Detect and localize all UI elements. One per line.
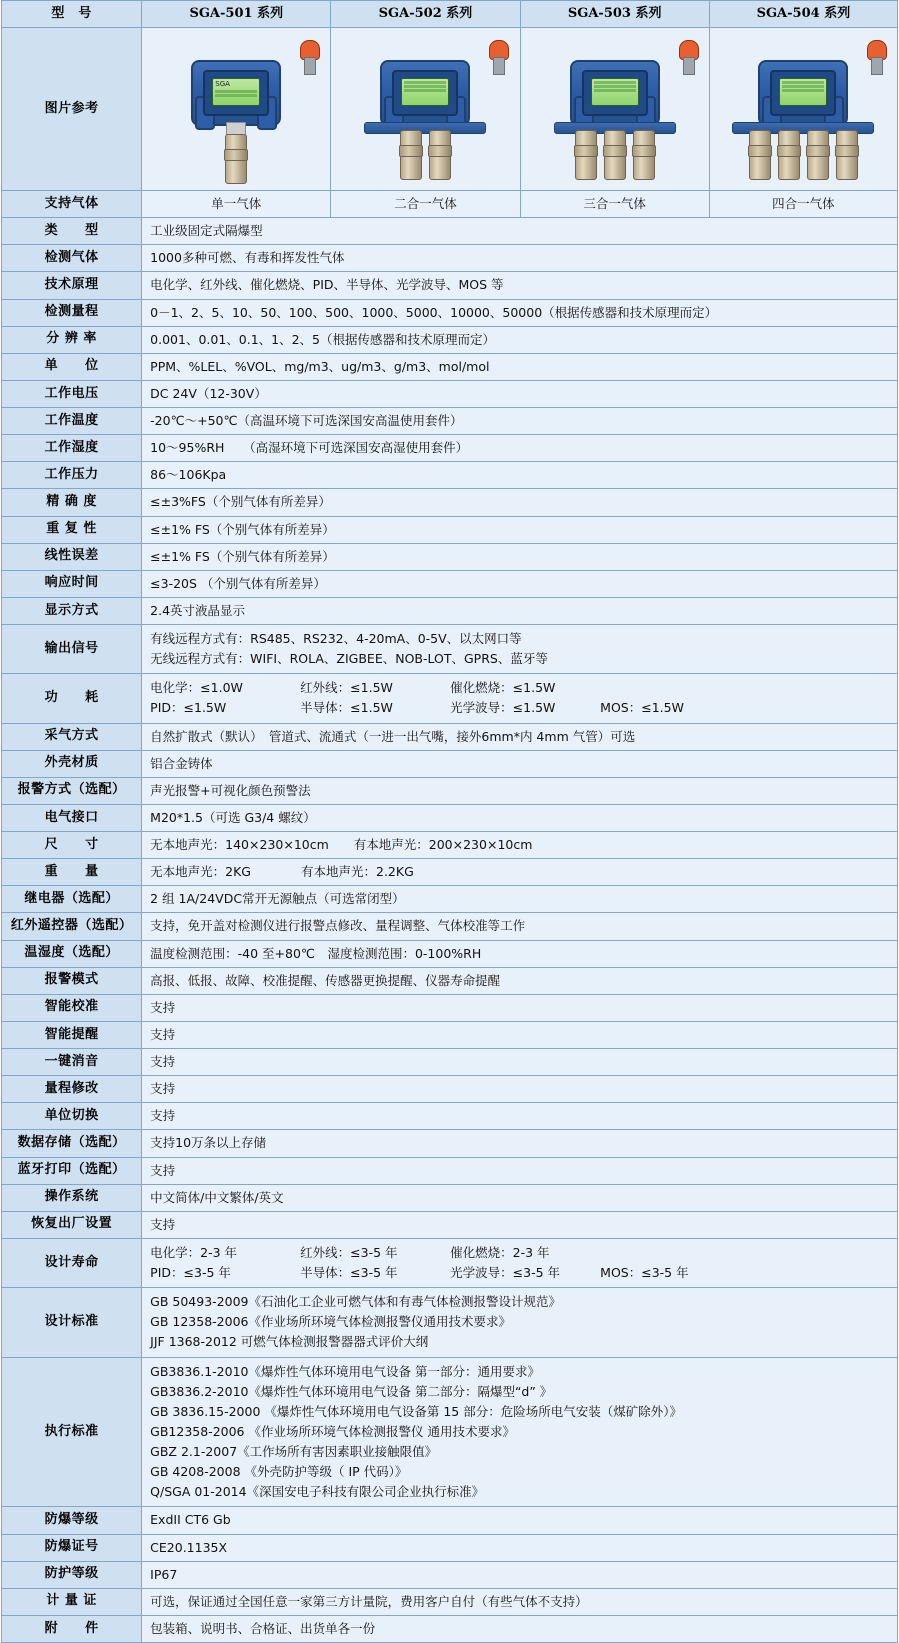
sensor-probe <box>778 130 800 180</box>
lifetime-item: 红外线：≤3-5 年 <box>300 1244 398 1260</box>
table-row <box>2 1157 898 1184</box>
row-value: -20℃～+50℃（高温环境下可选深国安高温使用套件） <box>142 408 898 435</box>
table-row <box>2 570 898 597</box>
row-value: 0－1、2、5、10、50、100、500、1000、5000、10000、50000（根据传感器和技术原理而定） <box>142 299 898 326</box>
row-value: 自然扩散式（默认） 管道式、流通式（一进一出气嘴，接外6mm*内 4mm 气管）可选 <box>142 723 898 750</box>
table-row <box>2 408 898 435</box>
row-value: ≤3-20S （个别气体有所差异） <box>142 570 898 597</box>
row-label-model: 型 号 <box>2 1 142 28</box>
lifetime-line-1 <box>150 1243 889 1263</box>
row-label: 温湿度（选配） <box>2 940 142 967</box>
row-label: 报警模式 <box>2 967 142 994</box>
detector-body <box>758 60 848 126</box>
table-row <box>2 777 898 804</box>
table-row <box>2 462 898 489</box>
table-row <box>2 750 898 777</box>
table-row-power <box>2 674 898 723</box>
row-value: 铝合金铸体 <box>142 750 898 777</box>
model-502: SGA-502 系列 <box>331 1 520 28</box>
table-row <box>2 597 898 624</box>
row-value: ExdII CT6 Gb <box>142 1507 898 1534</box>
table-row <box>2 516 898 543</box>
table-row <box>2 967 898 994</box>
row-value: 无本地声光：140×230×10cm 有本地声光：200×230×10cm <box>142 832 898 859</box>
row-value: 0.001、0.01、0.1、1、2、5（根据传感器和技术原理而定） <box>142 326 898 353</box>
sensor-probe <box>749 130 771 180</box>
row-label-design-standard: 设计标准 <box>2 1288 142 1357</box>
row-value: 电化学、红外线、催化燃烧、PID、半导体、光学波导、MOS 等 <box>142 272 898 299</box>
row-label: 外壳材质 <box>2 750 142 777</box>
gas-detector-illustration <box>335 34 515 184</box>
table-row-exec-standard <box>2 1357 898 1507</box>
table-row <box>2 886 898 913</box>
lifetime-item: 半导体：≤3-5 年 <box>300 1265 398 1280</box>
sensor-probe <box>836 130 858 180</box>
row-value: DC 24V（12-30V） <box>142 380 898 407</box>
row-value: 支持，免开盖对检测仪进行报警点修改、量程调整、气体校准等工作 <box>142 913 898 940</box>
screen-text: SGA <box>215 80 230 88</box>
row-value: ≤±3%FS（个别气体有所差异） <box>142 489 898 516</box>
gas-support-504: 四合一气体 <box>709 191 897 218</box>
table-row <box>2 1534 898 1561</box>
standard-item: GB 12358-2006《作业场所环境气体检测报警仪通用技术要求》 <box>150 1314 511 1330</box>
table-row <box>2 913 898 940</box>
power-item: 电化学：≤1.0W <box>150 680 243 696</box>
alarm-lamp-icon <box>487 40 509 74</box>
table-row <box>2 859 898 886</box>
row-label: 检测量程 <box>2 299 142 326</box>
detector-bezel <box>770 70 836 116</box>
row-label: 技术原理 <box>2 272 142 299</box>
table-row <box>2 1021 898 1048</box>
table-row-images <box>2 28 898 191</box>
row-label: 电气接口 <box>2 804 142 831</box>
power-item: PID：≤1.5W <box>150 700 227 716</box>
table-row <box>2 1588 898 1615</box>
row-label: 红外遥控器（选配） <box>2 913 142 940</box>
row-label: 防爆等级 <box>2 1507 142 1534</box>
table-row-lifetime <box>2 1238 898 1287</box>
row-value: 支持 <box>142 1049 898 1076</box>
model-504: SGA-504 系列 <box>709 1 897 28</box>
row-value: 无本地声光：2KG 有本地声光：2.2KG <box>142 859 898 886</box>
gas-detector-illustration <box>713 34 893 184</box>
alarm-lamp-icon <box>865 40 887 74</box>
device-image-501 <box>142 28 331 191</box>
table-row <box>2 1130 898 1157</box>
row-label-lifetime: 设计寿命 <box>2 1238 142 1287</box>
lifetime-line-2 <box>150 1263 889 1283</box>
row-label: 防护等级 <box>2 1561 142 1588</box>
row-label-power: 功 耗 <box>2 674 142 723</box>
row-label: 响应时间 <box>2 570 142 597</box>
lifetime-item: 催化燃烧：2-3 年 <box>450 1244 550 1260</box>
row-value: M20*1.5（可选 G3/4 螺纹） <box>142 804 898 831</box>
sensor-probe <box>633 130 655 180</box>
row-value: PPM、%LEL、%VOL、mg/m3、ug/m3、g/m3、mol/mol <box>142 353 898 380</box>
table-row <box>2 435 898 462</box>
row-value-power <box>142 674 898 723</box>
table-row <box>2 832 898 859</box>
row-label: 智能提醒 <box>2 1021 142 1048</box>
table-row-output-signal <box>2 625 898 674</box>
row-value: CE20.1135X <box>142 1534 898 1561</box>
row-value: 支持 <box>142 1021 898 1048</box>
detector-body <box>380 60 470 126</box>
row-label: 工作电压 <box>2 380 142 407</box>
row-label: 防爆证号 <box>2 1534 142 1561</box>
sensor-group <box>713 130 893 180</box>
sensor-group <box>146 134 326 184</box>
power-item: 红外线：≤1.5W <box>300 680 393 696</box>
row-label: 线性误差 <box>2 543 142 570</box>
row-value: 1000多种可燃、有毒和挥发性气体 <box>142 245 898 272</box>
detector-bezel <box>582 70 648 116</box>
standard-item: GB 50493-2009《石油化工企业可燃气体和有毒气体检测报警设计规范》 <box>150 1294 561 1310</box>
row-label: 继电器（选配） <box>2 886 142 913</box>
row-label: 附 件 <box>2 1615 142 1642</box>
row-label: 量程修改 <box>2 1076 142 1103</box>
device-image-504 <box>709 28 897 191</box>
detector-bezel <box>392 70 458 116</box>
row-label: 单 位 <box>2 353 142 380</box>
table-row <box>2 1211 898 1238</box>
sensor-group <box>525 130 705 180</box>
table-row <box>2 723 898 750</box>
standard-item: JJF 1368-2012 可燃气体检测报警器器式评价大纲 <box>150 1334 429 1350</box>
row-value: 支持 <box>142 1157 898 1184</box>
row-label-image: 图片参考 <box>2 28 142 191</box>
row-label: 精 确 度 <box>2 489 142 516</box>
table-row-model <box>2 1 898 28</box>
alarm-lamp-icon <box>298 40 320 74</box>
row-value: 可选，保证通过全国任意一家第三方计量院，费用客户自付（有些气体不支持） <box>142 1588 898 1615</box>
gas-detector-illustration <box>146 34 326 184</box>
row-label: 报警方式（选配） <box>2 777 142 804</box>
gas-support-502: 二合一气体 <box>331 191 520 218</box>
alarm-lamp-icon <box>677 40 699 74</box>
row-value: 支持 <box>142 1103 898 1130</box>
row-value: 工业级固定式隔爆型 <box>142 218 898 245</box>
model-501: SGA-501 系列 <box>142 1 331 28</box>
gas-support-501: 单一气体 <box>142 191 331 218</box>
row-label: 数据存储（选配） <box>2 1130 142 1157</box>
row-label: 分 辨 率 <box>2 326 142 353</box>
row-label: 工作温度 <box>2 408 142 435</box>
table-row <box>2 245 898 272</box>
row-label: 一键消音 <box>2 1049 142 1076</box>
table-row <box>2 1103 898 1130</box>
row-label-output-signal: 输出信号 <box>2 625 142 674</box>
sensor-probe <box>604 130 626 180</box>
detector-screen <box>212 78 260 106</box>
row-value: 高报、低报、故障、校准提醒、传感器更换提醒、仪器寿命提醒 <box>142 967 898 994</box>
row-value: 2 组 1A/24VDC常开无源触点（可选常闭型） <box>142 886 898 913</box>
table-row <box>2 804 898 831</box>
table-row <box>2 1561 898 1588</box>
detector-bezel <box>203 70 269 116</box>
table-row <box>2 1076 898 1103</box>
row-label-exec-standard: 执行标准 <box>2 1357 142 1507</box>
row-value: 支持 <box>142 994 898 1021</box>
row-value: 支持 <box>142 1076 898 1103</box>
row-label: 智能校准 <box>2 994 142 1021</box>
row-value: 支持10万条以上存储 <box>142 1130 898 1157</box>
detector-screen <box>401 78 449 106</box>
row-label: 工作压力 <box>2 462 142 489</box>
sensor-group <box>335 130 515 180</box>
row-label: 显示方式 <box>2 597 142 624</box>
sensor-probe <box>429 130 451 180</box>
detector-body <box>570 60 660 126</box>
row-value: ≤±1% FS（个别气体有所差异） <box>142 516 898 543</box>
table-row <box>2 1615 898 1642</box>
row-value: 包装箱、说明书、合格证、出货单各一份 <box>142 1615 898 1642</box>
row-label: 尺 寸 <box>2 832 142 859</box>
row-value-output-signal <box>142 625 898 674</box>
detector-screen <box>591 78 639 106</box>
power-line-1 <box>150 678 889 698</box>
lifetime-item: MOS：≤3-5 年 <box>600 1265 689 1280</box>
power-item: MOS：≤1.5W <box>600 700 684 716</box>
lifetime-item: 光学波导：≤3-5 年 <box>450 1265 561 1280</box>
model-503: SGA-503 系列 <box>520 1 709 28</box>
row-label: 恢复出厂设置 <box>2 1211 142 1238</box>
output-signal-wired: 有线远程方式有：RS485、RS232、4-20mA、0-5V、以太网口等 <box>150 631 522 646</box>
table-row <box>2 1184 898 1211</box>
table-row <box>2 272 898 299</box>
standard-item: GB3836.1-2010《爆炸性气体环境用电气设备 第一部分：通用要求》 <box>150 1363 540 1379</box>
row-label: 检测气体 <box>2 245 142 272</box>
lifetime-item: PID：≤3-5 年 <box>150 1265 231 1280</box>
row-label: 蓝牙打印（选配） <box>2 1157 142 1184</box>
table-row <box>2 994 898 1021</box>
sensor-probe <box>575 130 597 180</box>
table-row <box>2 218 898 245</box>
row-value: 10～95%RH （高湿环境下可选深国安高湿使用套件） <box>142 435 898 462</box>
row-value-lifetime <box>142 1238 898 1287</box>
row-value: 支持 <box>142 1211 898 1238</box>
device-image-503 <box>520 28 709 191</box>
standard-item: GB 4208-2008 《外壳防护等级（ IP 代码）》 <box>150 1464 408 1480</box>
row-value: 声光报警+可视化颜色预警法 <box>142 777 898 804</box>
row-value: 温度检测范围：-40 至+80℃ 湿度检测范围：0-100%RH <box>142 940 898 967</box>
sensor-probe <box>807 130 829 180</box>
row-label: 重 复 性 <box>2 516 142 543</box>
detector-screen <box>779 78 827 106</box>
output-signal-wireless: 无线远程方式有：WIFI、ROLA、ZIGBEE、NOB-LOT、GPRS、蓝牙等 <box>150 651 548 667</box>
table-row <box>2 1507 898 1534</box>
row-label: 工作湿度 <box>2 435 142 462</box>
standard-item: GBZ 2.1-2007《工作场所有害因素职业接触限值》 <box>150 1444 438 1459</box>
table-row <box>2 353 898 380</box>
row-label: 重 量 <box>2 859 142 886</box>
row-value: 2.4英寸液晶显示 <box>142 597 898 624</box>
row-label: 单位切换 <box>2 1103 142 1130</box>
lifetime-item: 电化学：2-3 年 <box>150 1244 238 1260</box>
standard-item: Q/SGA 01-2014《深国安电子科技有限公司企业执行标准》 <box>150 1484 485 1500</box>
row-value: 中文简体/中文繁体/英文 <box>142 1184 898 1211</box>
table-row-design-standard <box>2 1288 898 1357</box>
spec-table <box>1 0 898 1643</box>
row-value: ≤±1% FS（个别气体有所差异） <box>142 543 898 570</box>
table-row <box>2 380 898 407</box>
standard-item: GB3836.2-2010《爆炸性气体环境用电气设备 第二部分：隔爆型“d” 》 <box>150 1383 553 1399</box>
table-row <box>2 940 898 967</box>
gas-support-503: 三合一气体 <box>520 191 709 218</box>
power-line-2 <box>150 698 889 718</box>
table-row <box>2 1049 898 1076</box>
row-label: 采气方式 <box>2 723 142 750</box>
table-row <box>2 299 898 326</box>
row-label: 类 型 <box>2 218 142 245</box>
row-label: 操作系统 <box>2 1184 142 1211</box>
table-row-gas-support <box>2 191 898 218</box>
row-value-design-standard <box>142 1288 898 1357</box>
table-row <box>2 489 898 516</box>
row-label: 计 量 证 <box>2 1588 142 1615</box>
device-image-502 <box>331 28 520 191</box>
power-item: 催化燃烧：≤1.5W <box>450 680 556 696</box>
detector-body <box>191 60 281 126</box>
row-label-gas-support: 支持气体 <box>2 191 142 218</box>
row-value-exec-standard <box>142 1357 898 1507</box>
row-value: IP67 <box>142 1561 898 1588</box>
table-row <box>2 326 898 353</box>
sensor-probe <box>225 134 247 184</box>
gas-detector-illustration <box>525 34 705 184</box>
power-item: 光学波导：≤1.5W <box>450 700 556 716</box>
standard-item: GB 3836.15-2000 《爆炸性气体环境用电气设备第 15 部分：危险场所电气安装（煤矿除外）》 <box>150 1403 682 1419</box>
power-item: 半导体：≤1.5W <box>300 700 393 716</box>
table-row <box>2 543 898 570</box>
standard-item: GB12358-2006 《作业场所环境气体检测报警仪 通用技术要求》 <box>150 1423 515 1439</box>
row-value: 86～106Kpa <box>142 462 898 489</box>
sensor-probe <box>400 130 422 180</box>
